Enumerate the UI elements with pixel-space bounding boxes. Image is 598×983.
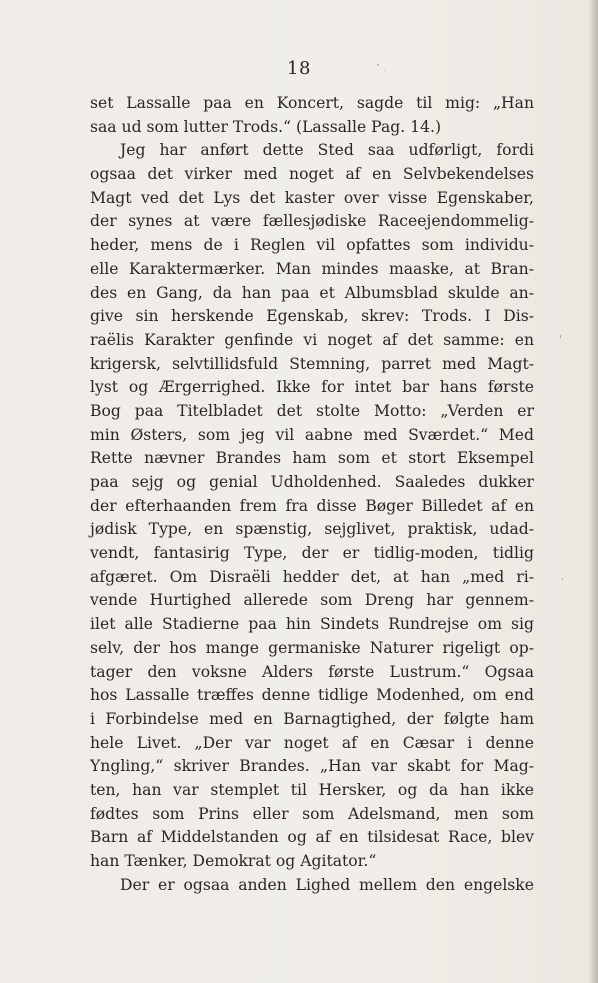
print-speck (377, 64, 379, 66)
text-line: vende Hurtighed allerede som Dreng har gennem- (90, 591, 534, 610)
text-line: Magt ved det Lys det kaster over visse Egenskaber, (90, 188, 534, 207)
text-line: fødtes som Prins eller som Adelsmand, men som (90, 804, 534, 823)
text-line: tager den voksne Alders første Lustrum.“ Ogsaa (90, 662, 534, 681)
text-line: lyst og Ærgerrighed. Ikke for intet bar hans første (90, 378, 534, 397)
text-line: Der er ogsaa anden Lighed mellem den engelske (120, 875, 534, 894)
print-speck (384, 70, 385, 71)
text-line: afgæret. Om Disraëli hedder det, at han „med ri- (90, 567, 534, 586)
text-line: give sin herskende Egenskab, skrev: Trods. I Dis- (90, 307, 534, 326)
text-line: Bog paa Titelbladet det stolte Motto: „Verden er (90, 401, 534, 420)
text-line: Rette nævner Brandes ham som et stort Eksempel (90, 449, 534, 468)
text-line: han Tænker, Demokrat og Agitator.“ (90, 852, 377, 870)
text-line: paa sejg og genial Udholdenhed. Saaledes dukker (90, 473, 534, 491)
print-speck (562, 578, 563, 580)
text-line: elle Karaktermærker. Man mindes maaske, at Bran- (90, 259, 534, 278)
text-line: Yngling,“ skriver Brandes. „Han var skabt for Mag- (90, 757, 534, 776)
text-line: selv, der hos mange germaniske Naturer rigeligt op- (90, 638, 534, 657)
text-line: ten, han var stemplet til Hersker, og da han ikke (90, 780, 534, 799)
text-line: heder, mens de i Reglen vil opfattes som individu- (90, 236, 534, 255)
text-line: der efterhaanden frem fra disse Bøger Billedet af en (90, 496, 534, 515)
body-text (90, 92, 534, 897)
page-number: 18 (287, 58, 311, 79)
text-line: krigersk, selvtillidsfuld Stemning, parret med Magt- (90, 354, 534, 373)
text-line: hos Lassalle træffes denne tidlige Modenhed, om end (90, 686, 534, 705)
page-edge-shadow (588, 0, 598, 983)
text-line: der synes at være fællesjødiske Raceejendommelig- (90, 212, 534, 231)
text-line: hele Livet. „Der var noget af en Cæsar i denne (90, 733, 534, 752)
text-line: raëlis Karakter genfinde vi noget af det samme: en (90, 330, 534, 349)
text-line: vendt, fantasirig Type, der er tidlig-moden, tidlig (90, 544, 534, 563)
text-line: min Østers, som jeg vil aabne med Sværdet.“ Med (90, 425, 534, 444)
text-line: saa ud som lutter Trods.“ (Lassalle Pag. 14.) (90, 117, 442, 136)
print-speck (560, 335, 561, 338)
text-line: i Forbindelse med en Barnagtighed, der følgte ham (90, 709, 534, 728)
text-line: ilet alle Stadierne paa hin Sindets Rundrejse om sig (90, 615, 534, 634)
text-line: des en Gang, da han paa et Albumsblad skulde an- (90, 283, 534, 302)
text-line: jødisk Type, en spænstig, sejglivet, praktisk, udad- (90, 520, 534, 539)
text-line: ogsaa det virker med noget af en Selvbekendelses (90, 165, 534, 184)
text-line: set Lassalle paa en Koncert, sagde til mig: „Han (90, 94, 534, 112)
text-line: Barn af Middelstanden og af en tilsidesat Race, blev (90, 828, 534, 847)
text-line: Jeg har anført dette Sted saa udførligt, fordi (120, 141, 534, 160)
